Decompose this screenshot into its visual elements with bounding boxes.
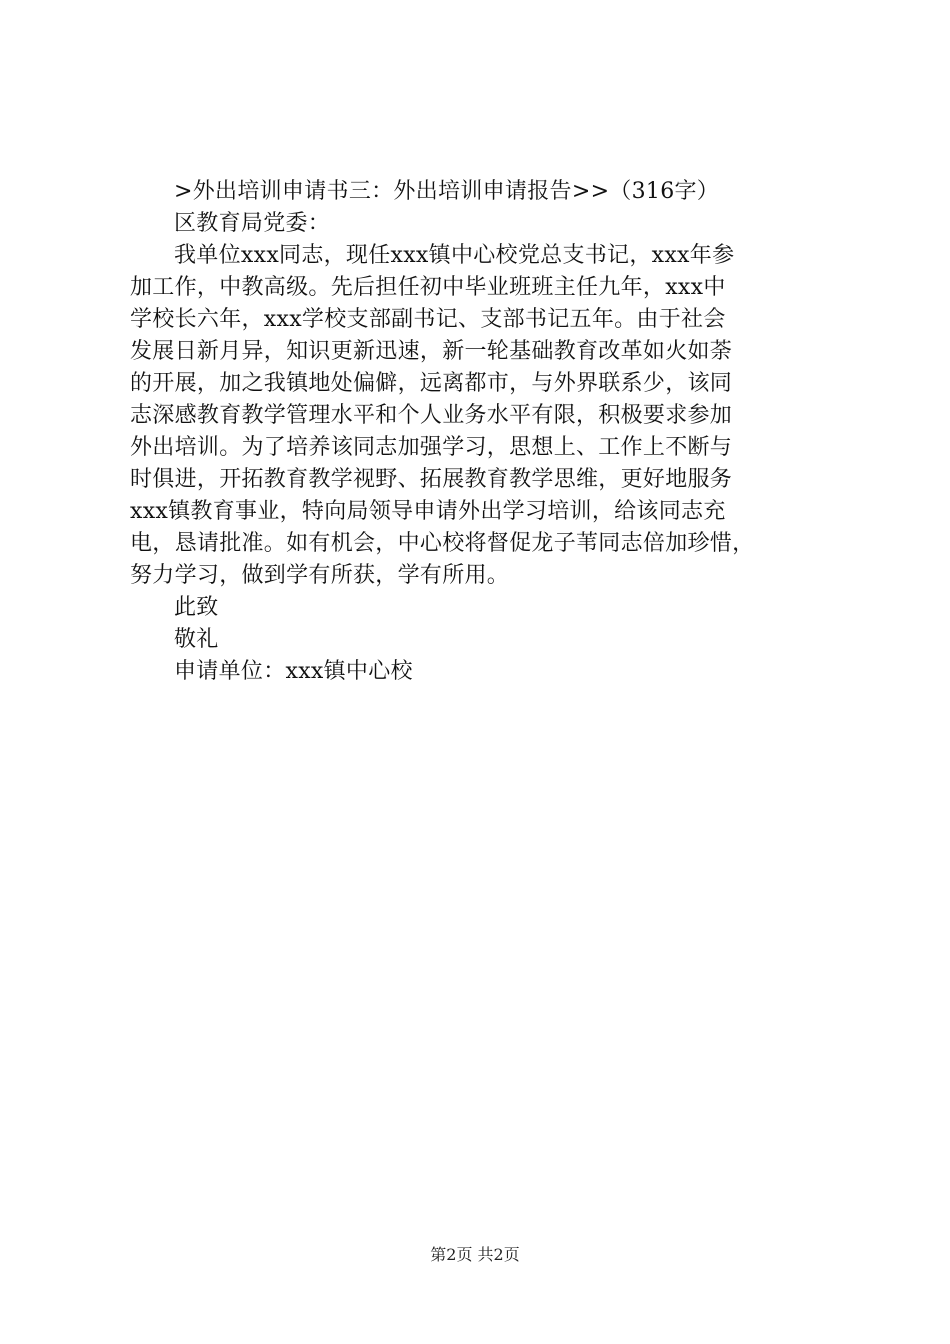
body-line: xxx镇教育事业，特向局领导申请外出学习培训，给该同志充	[130, 499, 726, 524]
page-indicator: 第2页 共2页	[430, 1245, 520, 1264]
salutation: 区教育局党委：	[174, 211, 331, 236]
body-line: 我单位xxx同志，现任xxx镇中心校党总支书记，xxx年参	[174, 243, 735, 268]
body-line: 努力学习，做到学有所获，学有所用。	[130, 563, 510, 588]
body-line: 电，恳请批准。如有机会，中心校将督促龙子苇同志倍加珍惜，	[130, 531, 755, 556]
document-body	[130, 176, 842, 688]
body-line: 志深感教育教学管理水平和个人业务水平有限，积极要求参加	[130, 403, 733, 428]
body-line: 外出培训。为了培养该同志加强学习，思想上、工作上不断与	[130, 435, 733, 460]
closing-salute: 敬礼	[174, 627, 219, 652]
page-footer	[0, 1245, 950, 1265]
heading-line: >外出培训申请书三：外出培训申请报告>>（316字）	[174, 179, 720, 204]
closing-greeting: 此致	[174, 595, 219, 620]
applicant-line: 申请单位：xxx镇中心校	[174, 659, 413, 684]
body-line: 加工作，中教高级。先后担任初中毕业班班主任九年，xxx中	[130, 275, 726, 300]
body-line: 的开展，加之我镇地处偏僻，远离都市，与外界联系少，该同	[130, 371, 733, 396]
body-line: 发展日新月异，知识更新迅速，新一轮基础教育改革如火如荼	[130, 339, 733, 364]
body-line: 时俱进，开拓教育教学视野、拓展教育教学思维，更好地服务	[130, 467, 733, 492]
body-line: 学校长六年，xxx学校支部副书记、支部书记五年。由于社会	[130, 307, 726, 332]
